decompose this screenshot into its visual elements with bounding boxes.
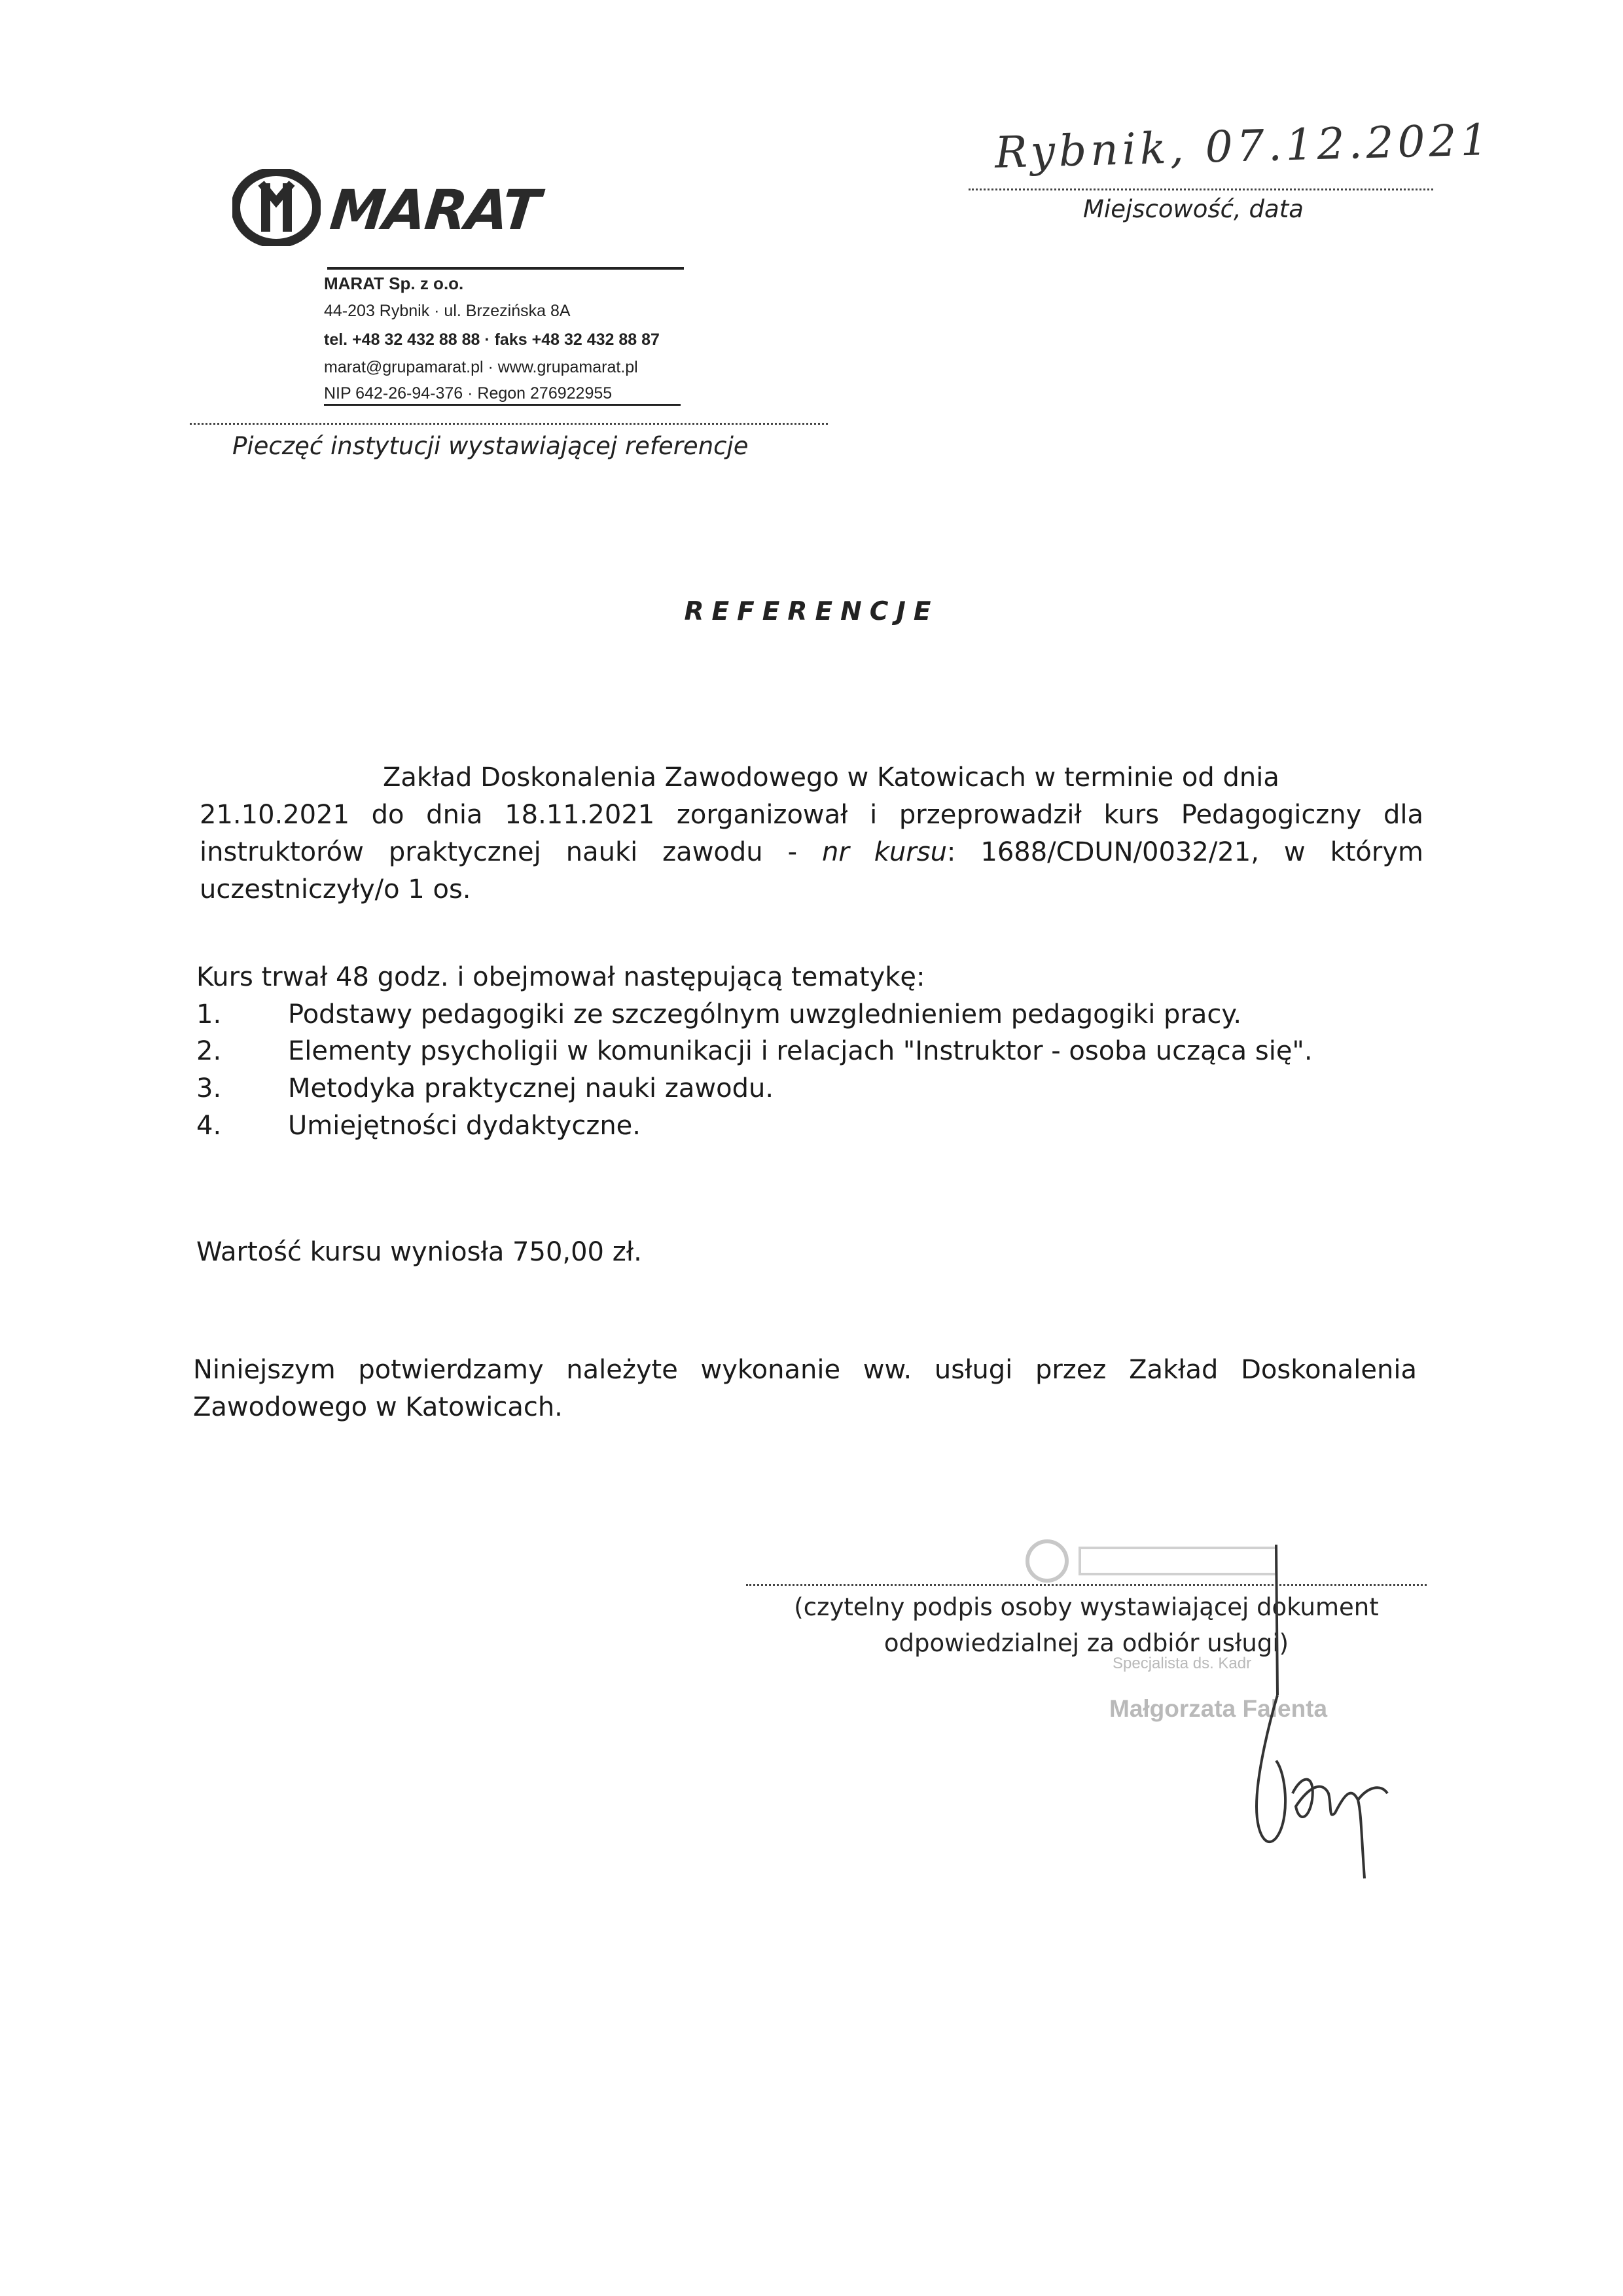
signer-name-stamp: Małgorzata Falenta <box>1109 1695 1328 1722</box>
stamp-address: 44-203 Rybnik · ul. Brzezińska 8A <box>324 302 571 320</box>
list-item-number: 1. <box>196 999 222 1030</box>
list-item <box>196 1070 774 1107</box>
signature-caption-line2: odpowiedzialnej za odbiór usługi) <box>883 1629 1289 1657</box>
stamp-phone: tel. +48 32 432 88 88 · faks +48 32 432 88 87 <box>324 331 660 349</box>
topics-intro: Kurs trwał 48 godz. i obejmował następującą tematykę: <box>196 962 925 992</box>
date-caption: Miejscowość, data <box>1083 195 1304 223</box>
marat-wordmark: MARAT <box>327 178 542 242</box>
list-item <box>196 1107 641 1145</box>
stamp-caption: Pieczęć instytucji wystawiającej referencje <box>232 432 749 460</box>
list-item-text: Elementy psycholigii w komunikacji i relacjach "Instruktor - osoba ucząca się". <box>288 1036 1313 1066</box>
list-item-number: 2. <box>196 1036 222 1066</box>
paragraph-lead: Zakład Doskonalenia Zawodowego w Katowicach w terminie od dnia <box>383 762 1279 793</box>
list-item-text: Umiejętności dydaktyczne. <box>288 1111 641 1141</box>
course-value: Wartość kursu wyniosła 750,00 zł. <box>196 1237 642 1267</box>
stamp-nip-regon: NIP 642-26-94-376 · Regon 276922955 <box>324 384 613 403</box>
stamp-dotted-line <box>190 423 828 425</box>
handwritten-place-date: Rybnik, 07.12.2021 <box>994 115 1493 178</box>
list-item <box>196 996 1241 1033</box>
list-item-number: 4. <box>196 1111 222 1141</box>
list-item-number: 3. <box>196 1073 222 1103</box>
course-number-label: nr kursu <box>822 837 947 867</box>
marat-logo-icon <box>232 169 321 246</box>
paragraph-part-b: : 1688/CDUN/0032/21, w którym uczestniczyły/o 1 os. <box>200 837 1423 905</box>
stamp-email-web: marat@grupamarat.pl · www.grupamarat.pl <box>324 358 638 376</box>
paragraph-part-a: 21.10.2021 do dnia 18.11.2021 zorganizował i przeprowadził kurs Pedagogiczny dla instruktorów praktycznej nauki zawodu - <box>200 800 1423 867</box>
confirmation-paragraph: Niniejszym potwierdzamy należyte wykonanie ww. usługi przez Zakład Doskonalenia Zawodowego w Katowicach. <box>193 1355 1417 1422</box>
list-item <box>196 1033 1313 1070</box>
stamp-divider <box>327 267 684 270</box>
date-dotted-line <box>969 188 1433 190</box>
document-title: REFERENCJE <box>684 597 939 626</box>
stamp-divider-bottom <box>324 404 681 406</box>
stamp-company: MARAT Sp. z o.o. <box>324 274 464 293</box>
handwritten-signature-icon <box>1230 1525 1400 1892</box>
list-item-text: Podstawy pedagogiki ze szczególnym uwzglednieniem pedagogiki pracy. <box>288 999 1242 1030</box>
list-item-text: Metodyka praktycznej nauki zawodu. <box>288 1073 774 1103</box>
signer-title-stamp: Specjalista ds. Kadr <box>1113 1655 1252 1672</box>
paragraph-course-info <box>200 759 1423 908</box>
signature-caption-line1: (czytelny podpis osoby wystawiającej dokument <box>794 1593 1379 1621</box>
